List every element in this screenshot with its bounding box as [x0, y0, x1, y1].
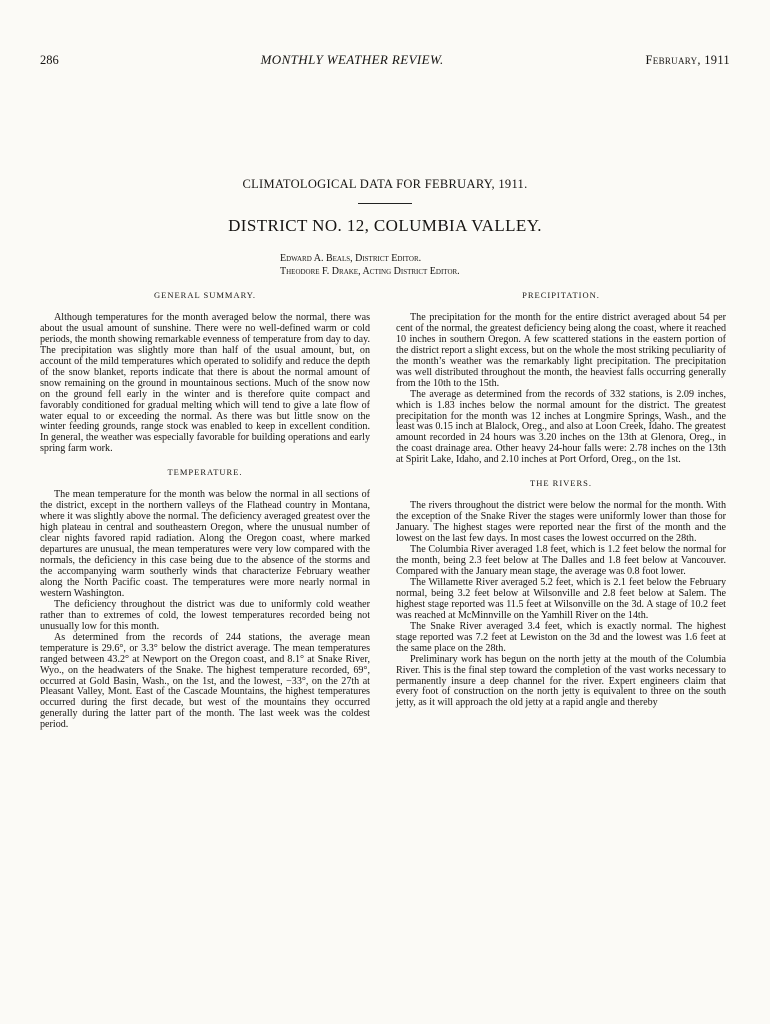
section-heading-precipitation: PRECIPITATION.: [522, 290, 600, 300]
editor-line: Theodore F. Drake, Acting District Editor.: [280, 266, 460, 277]
paragraph: The Snake River averaged 3.4 feet, which is exactly normal. The highest stage reported was 7.2 feet at Lewiston on the 3d and the lowest was 1.6 feet at the same place on the 28th.: [396, 620, 726, 654]
paragraph: As determined from the records of 244 stations, the average mean temperature is 29.6°, or 3.3° below the district average. The mean temperatures ranged between 43.2° at Newport on the Oregon coast, and 8.1° at Snake River, Wyo., on the headwaters of the Snake. The highest temperature recorded, 69°, occurred at Gold Basin, Wash., on the 1st, and the lowest, −33°, on the 27th at Pleasant Valley, Mont. East of the Cascade Mountains, the highest temperatures occurred during the first decade, but west of the mountains they occurred generally during the latter part of the month. The last week was the coldest period.: [40, 631, 370, 731]
journal-title: MONTHLY WEATHER REVIEW.: [260, 52, 444, 67]
title-divider: [358, 203, 412, 204]
section-heading-temperature: TEMPERATURE.: [167, 467, 243, 478]
paragraph: The Columbia River averaged 1.8 feet, which is 1.2 feet below the normal for the month, being 2.3 feet below at The Dalles and 1.8 feet below at Vancouver. Compared with the January mean stage, the average was 0.8 foot lower.: [396, 544, 726, 577]
editors-block: [280, 252, 460, 278]
page-number: 286: [40, 53, 59, 67]
paragraph: The Willamette River averaged 5.2 feet, which is 2.1 feet below the February normal, being 3.2 feet below at Wilsonville and 2.8 feet below at Salem. The highest stage reported was 11.5 feet at Wilsonville on the 3d. A stage of 10.2 feet was reached at McMinnville on the Yamhill River on the 14th.: [396, 576, 726, 621]
paragraph: Although temperatures for the month averaged below the normal, there was about the usual amount of sunshine. There were no well-defined warm or cold periods, the month showing remarkable evenness of temperature from day to day. The precipitation was slightly more than half of the usual amount, but, on account of the mild temperatures which operated to solidify and reduce the depth of the snow blanket, reports indicate that there is about the normal amount of snow remaining on the ground in mountainous sections. Much of the snow now on the ground fell early in the winter and is therefore quite compact and favorably conditioned for gradual melting which will tend to give a late flow of water equal to or exceeding the normal. As there was but little snow on the winter feeding grounds, range stock was enabled to keep in excellent condition. In general, the weather was especially favorable for building operations and early spring farm work.: [40, 311, 370, 455]
article-title: CLIMATOLOGICAL DATA FOR FEBRUARY, 1911.: [242, 177, 528, 191]
right-column: [396, 290, 726, 709]
section-heading-rivers: THE RIVERS.: [530, 478, 592, 489]
paragraph: The rivers throughout the district were below the normal for the month. With the exception of the Snake River the stages were uniformly lower than those for January. The highest stages were reported near the first of the month and the lowest on the last few days. In most cases the lowest occurred on the 28th.: [396, 500, 726, 545]
paragraph: Preliminary work has begun on the north jetty at the mouth of the Columbia River. This is the final step toward the completion of the vast works necessary to permanently insure a deep channel for the river. Expert engineers claim that every foot of construction on the north jetty is equivalent to three on the south jetty, as it will approach the old jetty at a rapid angle and thereby: [396, 653, 726, 709]
paragraph: The precipitation for the month for the entire district averaged about 54 per cent of the normal, the greatest deficiency being along the coast, where it reached 10 inches in southern Oregon. A few scattered stations in the eastern portion of the district report a slight excess, but on the whole the most striking peculiarity of the month’s weather was the remarkably light precipitation. The precipitation was well distributed throughout the month, the heaviest falls occurring generally from the 10th to the 15th.: [396, 311, 726, 389]
issue-date: February, 1911: [645, 53, 730, 67]
running-header: [40, 52, 730, 68]
paragraph: The average as determined from the records of 332 stations, is 2.09 inches, which is 1.83 inches below the normal amount for the district. The greatest precipitation for the month was 12 inches at Longmire Springs, Wash., and the least was 0.15 inch at Blalock, Oreg., and also at Loon Creek, Idaho. The greatest amount recorded in 24 hours was 3.20 inches on the 13th at Glenora, Oreg., in the coast drainage area. Other heavy 24-hour falls were: 2.78 inches on the 13th at Spirit Lake, Idaho, and 2.10 inches at Port Orford, Oreg., on the 1st.: [396, 388, 726, 466]
section-heading-general-summary: GENERAL SUMMARY.: [154, 290, 256, 300]
paragraph: The mean temperature for the month was below the normal in all sections of the district, except in the northern valleys of the Flathead country in Montana, where it was slightly above the normal. The deficiency averaged greatest over the high plateau in central and southeastern Oregon, where the unusual number of clear nights favored rapid radiation. Along the Oregon coast, where marked departures are unusual, the mean temperatures were very low compared with the normals, the deficiency in this case being due to the absence of the storms and the accompanying warm southerly winds that characterize February weather along the North Pacific coast. The temperatures were more nearly normal in western Washington.: [40, 489, 370, 599]
editor-line: Edward A. Beals, District Editor.: [280, 253, 422, 264]
paragraph: The deficiency throughout the district was due to uniformly cold weather rather than to extremes of cold, the lowest temperatures recorded being not unusually low for this month.: [40, 598, 370, 632]
district-heading: DISTRICT NO. 12, COLUMBIA VALLEY.: [228, 216, 542, 235]
left-column: [40, 290, 370, 731]
